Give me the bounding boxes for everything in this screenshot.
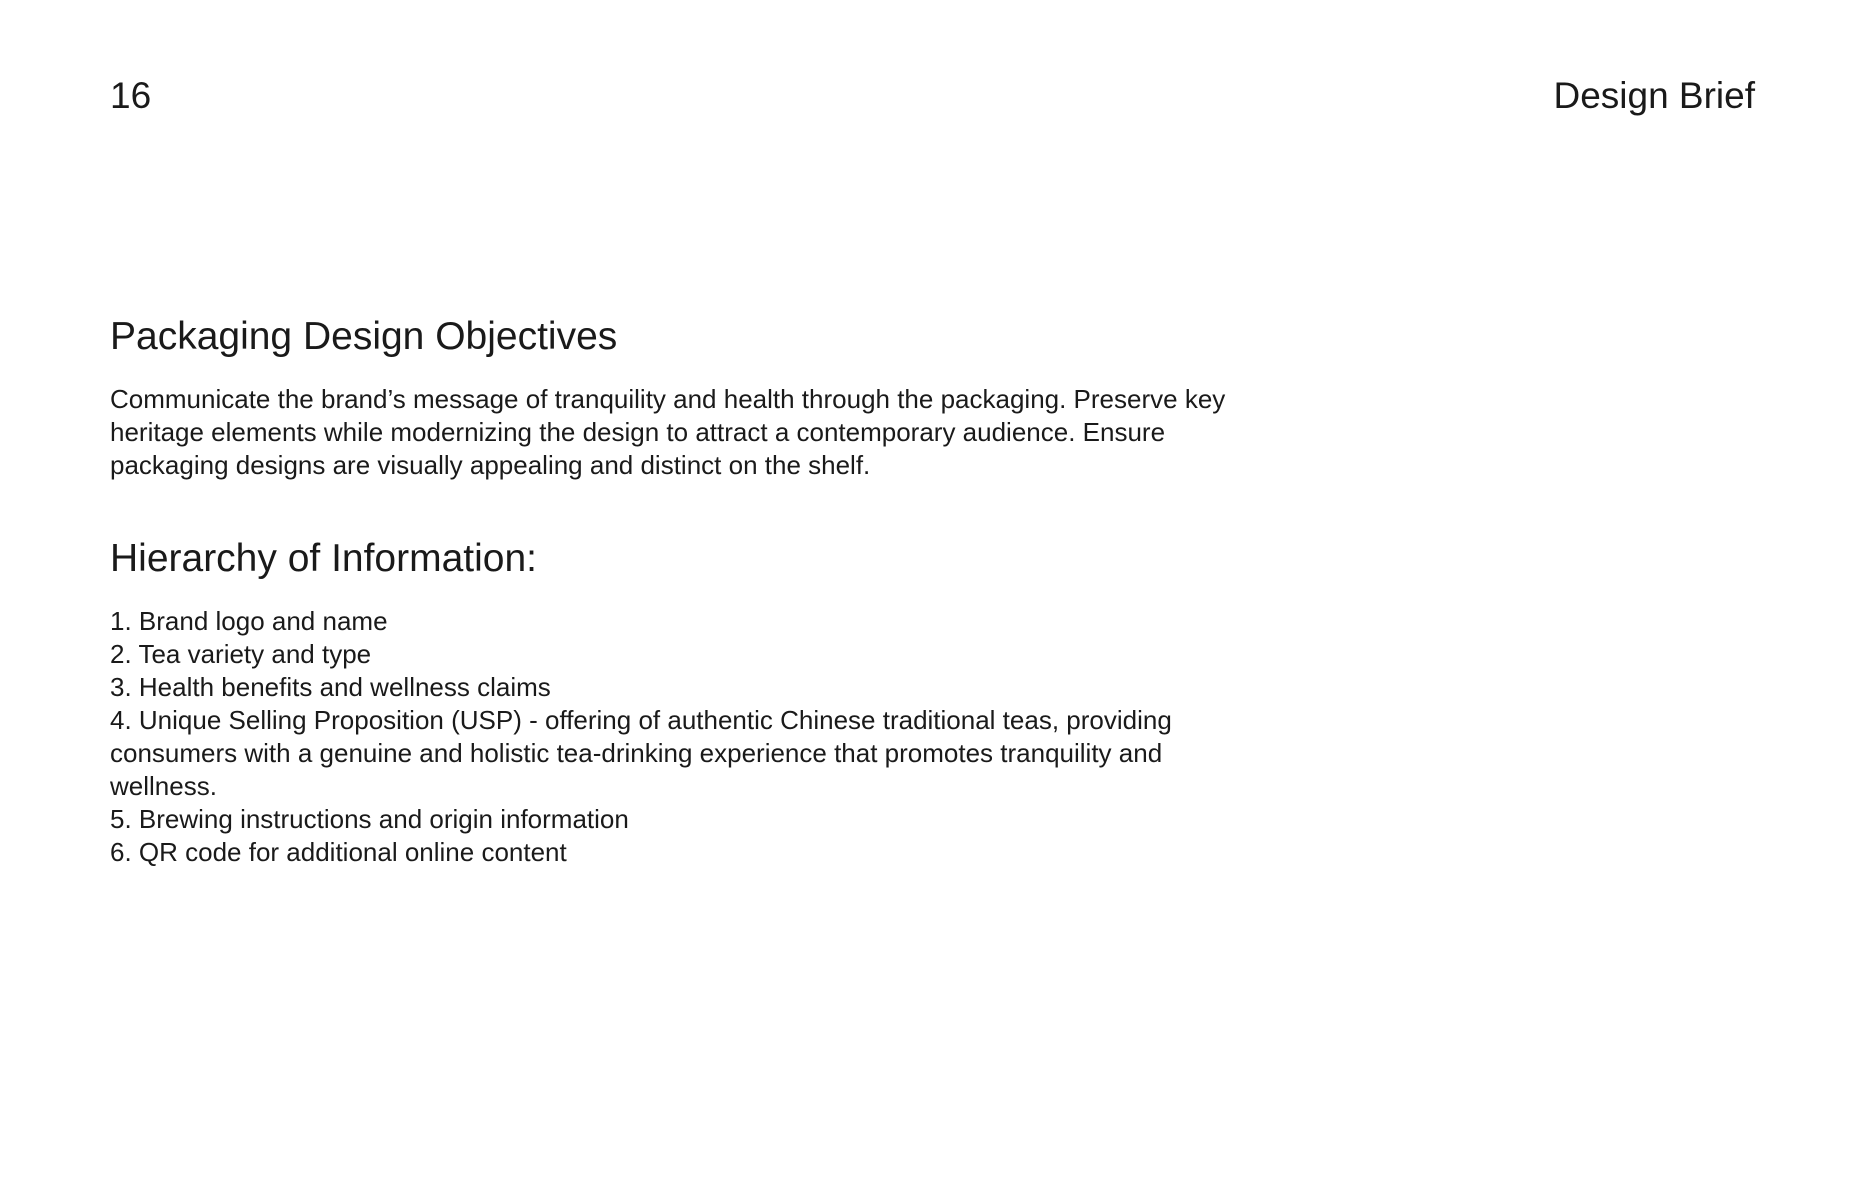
page-number: 16 (110, 75, 152, 116)
list-item: 6. QR code for additional online content (110, 836, 567, 867)
running-header-title: Design Brief (1553, 75, 1755, 116)
objectives-section (110, 314, 1260, 482)
hierarchy-section (110, 536, 1260, 869)
objectives-heading: Packaging Design Objectives (110, 315, 618, 358)
hierarchy-list (110, 605, 1260, 869)
list-item: 1. Brand logo and name (110, 605, 388, 636)
list-item: 4. Unique Selling Proposition (USP) - offering of authentic Chinese traditional teas, providing consumers with a genuine and holistic tea-drinking experience that promotes tranquility and wellness. (110, 704, 1172, 801)
list-item: 5. Brewing instructions and origin information (110, 803, 629, 834)
objectives-body: Communicate the brand’s message of tranquility and health through the packaging. Preserve key heritage elements while modernizing the design to attract a contemporary audience. Ensure packaging designs are visually appealing and distinct on the shelf. (110, 383, 1226, 480)
list-item: 3. Health benefits and wellness claims (110, 671, 551, 702)
page-content (110, 314, 1260, 869)
list-item: 2. Tea variety and type (110, 638, 372, 669)
hierarchy-heading: Hierarchy of Information: (110, 536, 538, 580)
